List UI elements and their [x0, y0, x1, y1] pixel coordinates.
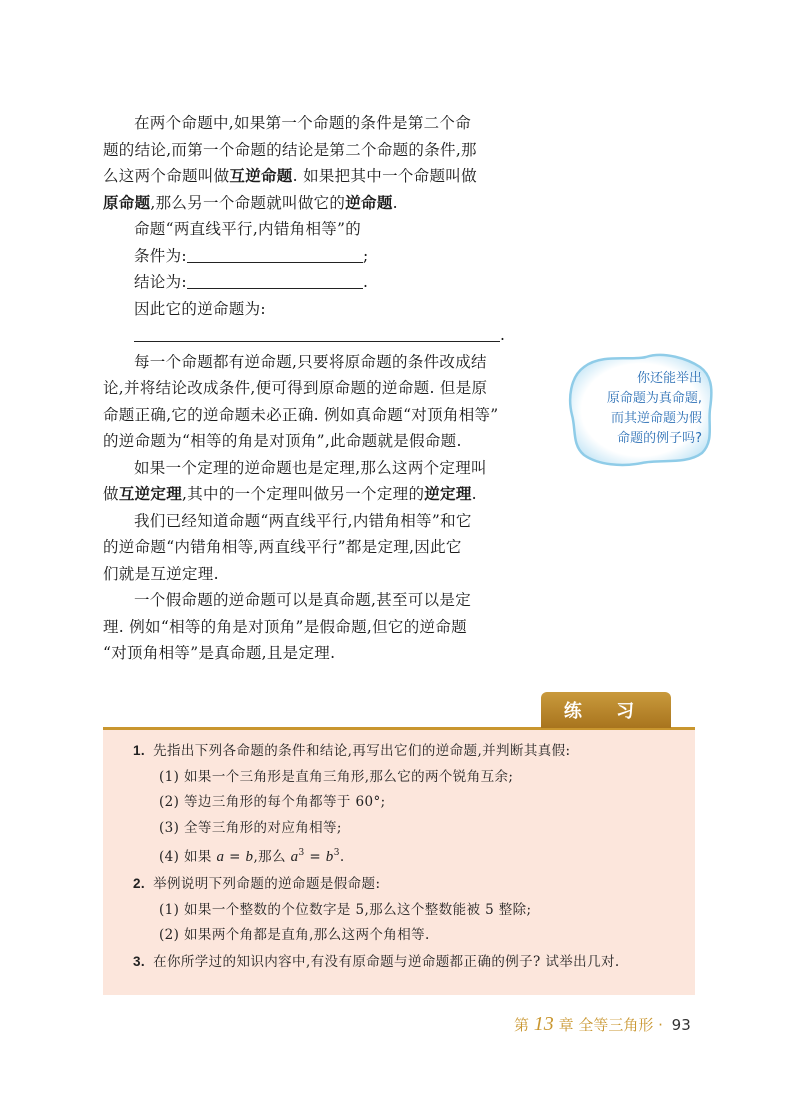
footer-prefix: 第	[514, 1016, 530, 1034]
bubble-line: 而其逆命题为假	[610, 411, 702, 426]
term-mutual-inverse-propositions: 互逆命题	[229, 166, 293, 185]
exercise-1-part: (1) 如果一个三角形是直角三角形,那么它的两个锐角互余;	[159, 768, 514, 785]
inverse-blank[interactable]	[134, 323, 500, 342]
term-inverse-proposition: 逆命题	[345, 192, 393, 212]
exercise-2-part: (1) 如果一个整数的个位数字是 5,那么这个整数能被 5 整除;	[159, 901, 532, 918]
exercise-1-part: (3) 全等三角形的对应角相等;	[159, 819, 342, 836]
exercise-3: 3. 在你所学过的知识内容中,有没有原命题与逆命题都正确的例子? 试举出几对.	[133, 953, 620, 970]
exercise-1-part: (2) 等边三角形的每个角都等于 60°;	[159, 794, 386, 811]
exercise-1-part: (4) 如果 a = b,那么 $a^3 = b^3$.	[159, 848, 345, 866]
main-text	[103, 110, 533, 667]
chapter-number: 13	[533, 1013, 554, 1035]
conclusion-blank[interactable]	[187, 270, 363, 289]
bubble-line: 原命题为真命题,	[606, 391, 702, 406]
thought-bubble	[562, 351, 720, 469]
exercise-1: 1. 先指出下列各命题的条件和结论,再写出它们的逆命题,并判断其真假:	[133, 743, 571, 759]
paragraph-example	[103, 508, 533, 588]
text-line: 么这两个命题叫做互逆命题. 如果把其中一个命题叫做	[103, 166, 477, 185]
fill-intro: 命题“两直线平行,内错角相等”的	[134, 220, 362, 238]
practice-title: 练 习	[541, 692, 671, 728]
term-original-proposition: 原命题	[103, 192, 151, 212]
text-line: 原命题,那么另一个命题就叫做它的逆命题.	[103, 192, 398, 212]
text-line: 命题正确,它的逆命题未必正确. 例如真命题“对顶角相等”	[103, 405, 499, 424]
text-line: 论,并将结论改成条件,便可得到原命题的逆命题. 但是原	[103, 379, 488, 397]
text-line: 在两个命题中,如果第一个命题的条件是第二个命	[134, 114, 472, 132]
inverse-label: 因此它的逆命题为:	[134, 299, 266, 318]
text-line: 一个假命题的逆命题可以是真命题,甚至可以是定	[134, 591, 472, 609]
text-line: 题的结论,而第一个命题的结论是第二个命题的条件,那	[103, 140, 477, 159]
exercise-2-part: (2) 如果两个角都是直角,那么这两个角相等.	[159, 927, 430, 944]
exercise-list	[133, 738, 683, 975]
page-number: 93	[671, 1016, 691, 1034]
text-line: 我们已经知道命题“两直线平行,内错角相等”和它	[134, 511, 472, 530]
exercise-2: 2. 举例说明下列命题的逆命题是假命题:	[133, 875, 381, 892]
text-line: 的逆命题为“相等的角是对顶角”,此命题就是假命题.	[103, 432, 462, 450]
fill-in-exercise	[103, 216, 533, 349]
bubble-text	[580, 369, 702, 449]
conclusion-line: 结论为: .	[134, 269, 533, 296]
text-line: 每一个命题都有逆命题,只要将原命题的条件改成结	[134, 352, 487, 371]
condition-blank[interactable]	[187, 244, 363, 263]
condition-line: 条件为: ;	[134, 243, 533, 270]
paragraph-false-proposition	[103, 587, 533, 667]
bubble-line: 命题的例子吗?	[617, 431, 702, 446]
text-line: 理. 例如“相等的角是对顶角”是假命题,但它的逆命题	[103, 617, 467, 636]
text-line: 如果一个定理的逆命题也是定理,那么这两个定理叫	[134, 458, 487, 477]
text-line: 们就是互逆定理.	[103, 564, 219, 583]
text-line: 做互逆定理,其中的一个定理叫做另一个定理的逆定理.	[103, 484, 477, 503]
text-line: 的逆命题“内错角相等,两直线平行”都是定理,因此它	[103, 538, 462, 556]
term-mutual-inverse-theorems: 互逆定理	[118, 484, 183, 503]
page-footer	[514, 1013, 704, 1037]
inverse-line: .	[134, 322, 533, 349]
term-inverse-theorem: 逆定理	[424, 484, 472, 503]
paragraph-definition	[103, 110, 533, 216]
chapter-title: 章 全等三角形 ·	[558, 1016, 663, 1034]
paragraph-inverse	[103, 349, 533, 455]
paragraph-theorem	[103, 455, 533, 508]
bubble-line: 你还能举出	[636, 371, 702, 386]
text-line: “对顶角相等”是真命题,且是定理.	[103, 644, 336, 662]
